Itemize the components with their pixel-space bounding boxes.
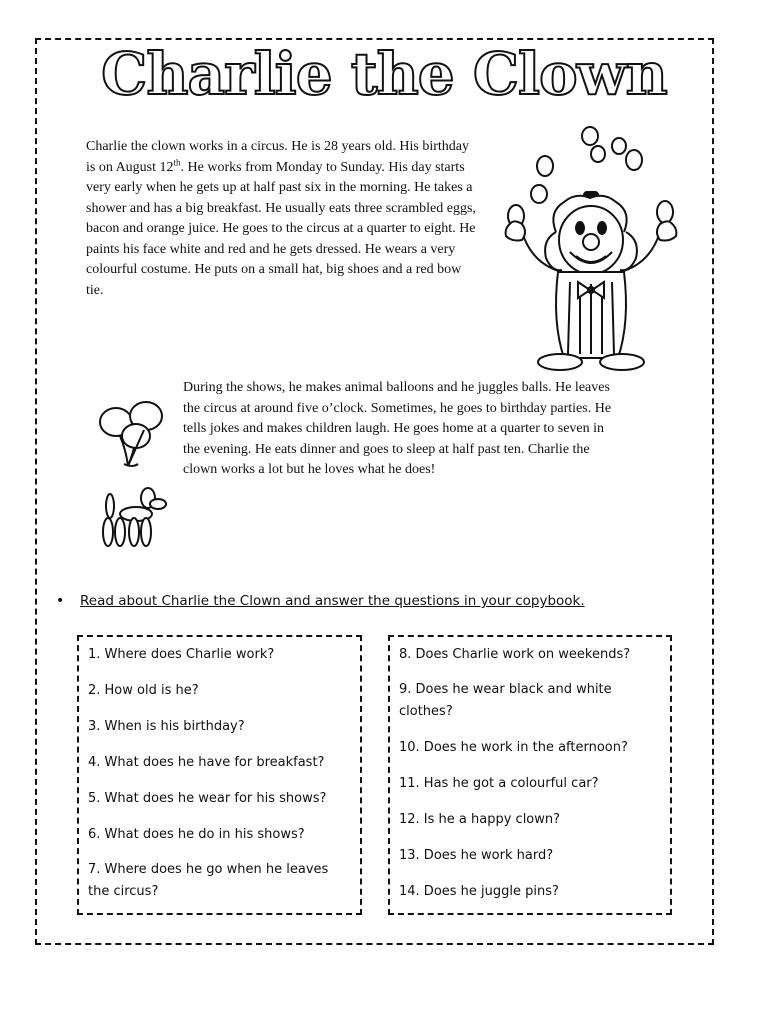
juggling-ball — [582, 127, 598, 145]
question-item: 14. Does he juggle pins? — [399, 884, 559, 899]
ordinal-suffix: th — [173, 156, 181, 167]
juggling-ball — [612, 138, 626, 154]
question-item: 9. Does he wear black and white clothes? — [399, 682, 612, 719]
question-item: 11. Has he got a colourful car? — [399, 776, 599, 791]
question-item: 2. How old is he? — [88, 683, 199, 698]
question-item: 3. When is his birthday? — [88, 719, 245, 734]
questions-box-left — [77, 635, 362, 915]
balloon-dog-illustration — [96, 484, 168, 550]
question-item: 8. Does Charlie work on weekends? — [399, 647, 631, 662]
juggling-ball — [531, 185, 547, 203]
balloons-illustration — [94, 398, 168, 474]
juggling-clown-illustration — [498, 122, 684, 372]
paragraph-1-text-a: Charlie the clown works in a circus. He is 28 years old. His birthday is on August 12 — [86, 139, 469, 175]
question-item: 7. Where does he go when he leaves the circus? — [88, 862, 329, 899]
juggling-ball — [591, 146, 605, 162]
paragraph-1-text-b: . He works from Monday to Sunday. His day starts very early when he gets up at half past six in the morning. He takes a shower and has a big breakfast. He usually eats three scrambled eggs, bacon and orange juice. He goes to the circus at a quarter to eight. He paints his face white and red and he gets dressed. He wears a very colourful costume. He puts on a small hat, big shoes and a red bow tie. — [86, 159, 476, 298]
questions-box-right — [388, 635, 672, 915]
juggling-ball — [626, 150, 642, 170]
question-item: 6. What does he do in his shows? — [88, 827, 305, 842]
question-item: 13. Does he work hard? — [399, 848, 554, 863]
juggling-ball — [537, 156, 553, 176]
instruction — [56, 593, 696, 609]
question-item: 12. Is he a happy clown? — [399, 812, 561, 827]
reading-paragraph-2: During the shows, he makes animal balloons and he juggles balls. He leaves the circus at around five o’clock. Sometimes, he goes to birthday parties. He tells jokes and makes children laugh. He goes home at a quarter to seven in the evening. He eats dinner and goes to sleep at half past ten. Charlie the clown works a lot but he loves what he does! — [183, 380, 612, 477]
question-item: 1. Where does Charlie work? — [88, 647, 275, 662]
question-item: 5. What does he wear for his shows? — [88, 791, 327, 806]
question-item: 4. What does he have for breakfast? — [88, 755, 325, 770]
reading-paragraph-1 — [86, 137, 478, 301]
worksheet-title: Charlie the Clown — [101, 40, 667, 108]
juggling-ball — [657, 201, 673, 223]
question-item: 10. Does he work in the afternoon? — [399, 740, 628, 755]
instruction-text: Read about Charlie the Clown and answer the questions in your copybook. — [80, 593, 585, 609]
bullet-point: • — [56, 593, 65, 609]
